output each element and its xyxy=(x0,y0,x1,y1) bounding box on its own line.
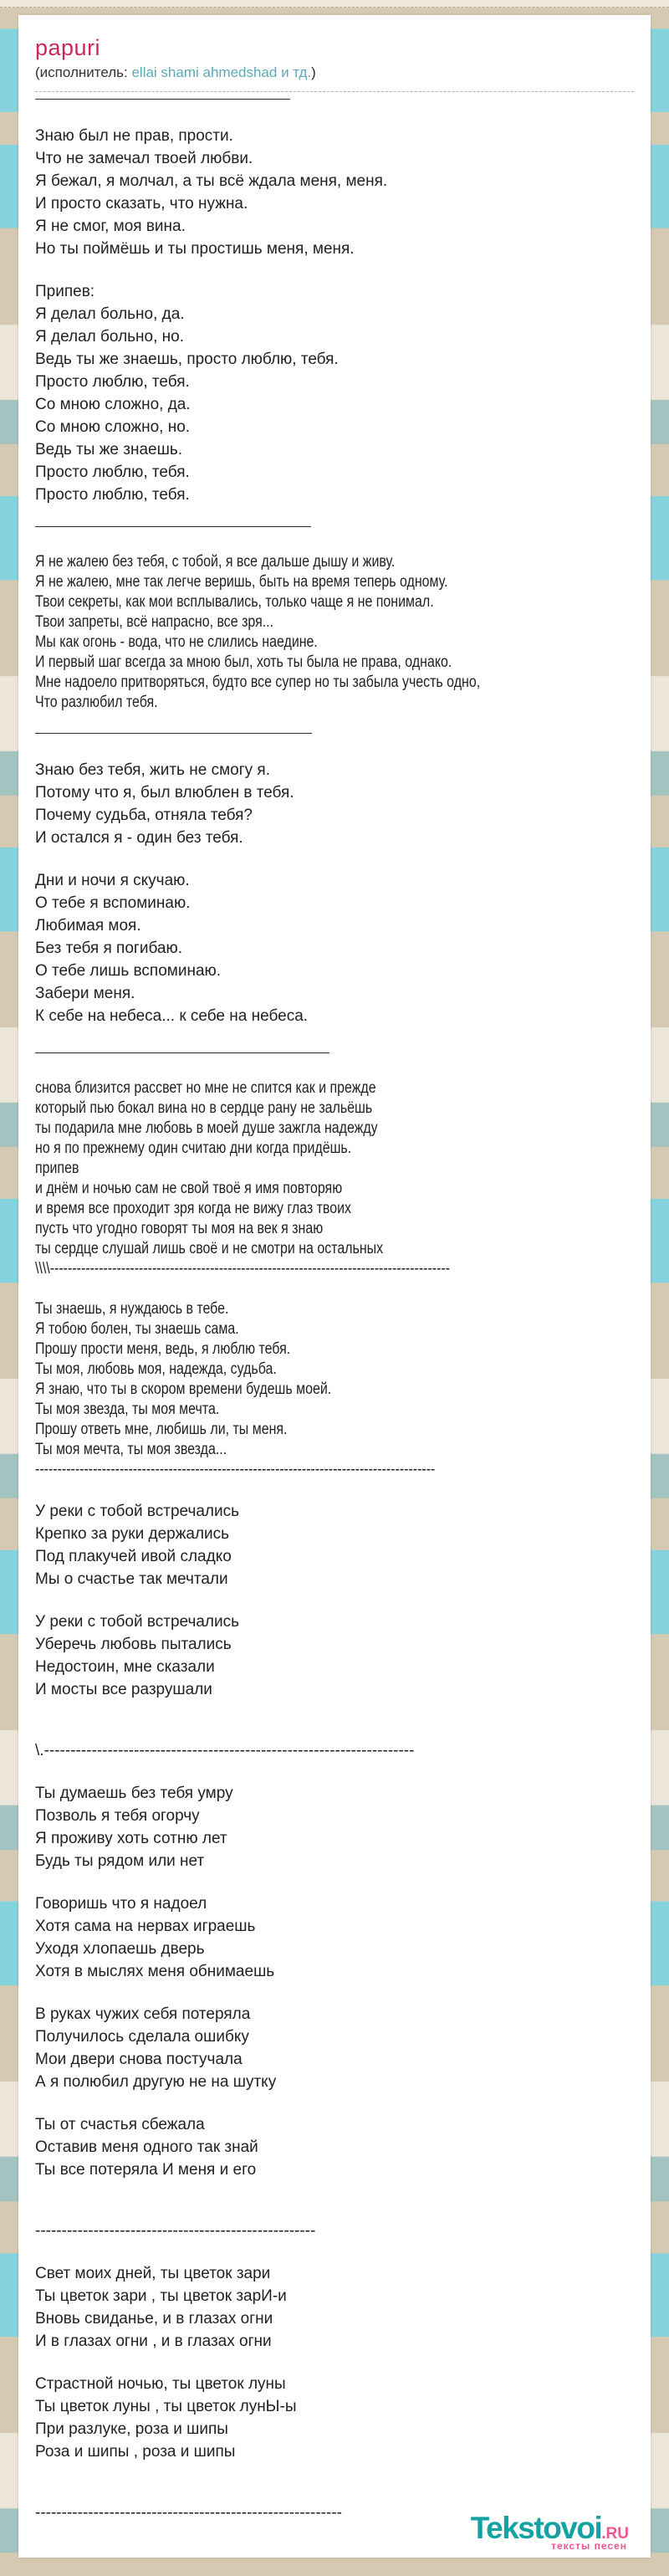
stanza-divider xyxy=(35,99,290,100)
lyric-line: ---------------------------------------------------------- xyxy=(35,2504,342,2522)
lyric-line: Ты цветок зари , ты цветок зарИ-и xyxy=(35,2287,287,2305)
lyric-line: и днём и ночью сам не свой твоё я имя повторяю xyxy=(35,1180,343,1197)
lyric-line: У реки с тобой встречались xyxy=(35,1613,240,1631)
lyric-line: Я делал больно, но. xyxy=(35,328,185,346)
lyric-line: \\\\------------------------------------------------------------------------------------------ xyxy=(35,1260,451,1278)
lyrics-stanza xyxy=(35,2262,634,2353)
lyric-line: Я не смог, моя вина. xyxy=(35,218,186,235)
page-top-border xyxy=(0,0,669,8)
lyric-line: Ты моя звезда, ты моя мечта. xyxy=(35,1401,220,1418)
lyric-line: Я делал больно, да. xyxy=(35,305,185,323)
lyric-line: В руках чужих себя потеряла xyxy=(35,2005,251,2023)
lyric-line: Просто люблю, тебя. xyxy=(35,486,190,504)
lyric-line: Хотя в мыслях меня обнимаешь xyxy=(35,1963,275,1980)
lyric-line: пусть что угодно говорят ты моя на век я знаю xyxy=(35,1220,324,1237)
lyric-line: Страстной ночью, ты цветок луны xyxy=(35,2375,286,2393)
lyrics-stanza xyxy=(35,2003,634,2093)
lyric-line: Знаю без тебя, жить не смогу я. xyxy=(35,761,270,779)
lyric-line: Что разлюбил тебя. xyxy=(35,694,158,711)
lyrics-stanza xyxy=(35,1892,634,1983)
artist-label-close: ) xyxy=(311,64,316,80)
lyric-line: Прошу прости меня, ведь, я люблю тебя. xyxy=(35,1340,291,1358)
lyric-line: Без тебя я погибаю. xyxy=(35,940,182,957)
lyric-line: Будь ты рядом или нет xyxy=(35,1852,205,1870)
lyrics-stanza xyxy=(35,759,634,849)
lyric-line: и время все проходит зря когда не вижу глаз твоих xyxy=(35,1200,351,1217)
lyric-line: ты сердце слушай лишь своё и не смотри на остальных xyxy=(35,1240,384,1257)
lyric-line: И в глазах огни , и в глазах огни xyxy=(35,2333,272,2350)
lyric-line: Прошу ответь мне, любишь ли, ты меня. xyxy=(35,1421,288,1438)
lyric-line: Что не замечал твоей любви. xyxy=(35,150,253,167)
lyric-line: Просто люблю, тебя. xyxy=(35,373,190,391)
lyric-line: припев xyxy=(35,1160,79,1177)
lyric-line: который пью бокал вина но в сердце рану не зальёшь xyxy=(35,1099,373,1117)
lyric-line: К себе на небеса... к себе на небеса. xyxy=(35,1007,309,1025)
lyric-line: Мои двери снова постучала xyxy=(35,2051,243,2068)
lyrics-stanza xyxy=(35,1500,634,1590)
lyric-line: Дни и ночи я скучаю. xyxy=(35,872,190,889)
lyric-line: Уходя хлопаешь дверь xyxy=(35,1940,205,1958)
lyric-line: А я полюбил другую не на шутку xyxy=(35,2073,277,2091)
lyric-line: И первый шаг всегда за мною был, хоть ты была не права, однако. xyxy=(35,653,452,671)
lyric-line: Твои запреты, всё напрасно, все зря... xyxy=(35,613,274,631)
lyric-line: Любимая моя. xyxy=(35,917,141,935)
tekstovoi-logo-wordmark: Tekstovoi xyxy=(470,2511,602,2545)
lyric-line: Припев: xyxy=(35,283,95,300)
lyric-line: \.---------------------------------------------------------------------- xyxy=(35,1742,415,1759)
artist-row xyxy=(35,64,634,92)
lyric-line: Ты моя мечта, ты моя звезда... xyxy=(35,1441,227,1458)
lyric-line: И мосты все разрушали xyxy=(35,1681,212,1698)
lyric-line: Ведь ты же знаешь. xyxy=(35,441,183,458)
lyric-line: Мы о счастье так мечтали xyxy=(35,1570,228,1588)
stanza-divider xyxy=(35,526,311,527)
stanza-divider xyxy=(35,1052,329,1053)
lyrics-stanza xyxy=(35,2373,634,2463)
lyric-line: Хотя сама на нервах играешь xyxy=(35,1918,256,1935)
lyric-line: Забери меня. xyxy=(35,985,135,1002)
song-title: papuri xyxy=(35,35,101,60)
lyric-line: но я по прежнему один считаю дни когда придёшь. xyxy=(35,1139,352,1157)
lyric-line: Со мною сложно, да. xyxy=(35,396,191,413)
tekstovoi-logo[interactable] xyxy=(471,2512,629,2551)
lyric-line: Но ты поймёшь и ты простишь меня, меня. xyxy=(35,240,355,258)
stanza-divider xyxy=(35,733,312,734)
tekstovoi-logo-tagline: тексты песен xyxy=(551,2540,627,2552)
lyric-line: Позволь я тебя огорчу xyxy=(35,1807,200,1825)
lyric-line: Знаю был не прав, прости. xyxy=(35,127,233,145)
lyric-line: Почему судьба, отняла тебя? xyxy=(35,807,253,824)
lyrics-text xyxy=(35,99,634,2524)
lyric-line: Под плакучей ивой сладко xyxy=(35,1548,232,1565)
lyric-line: Я не жалею, мне так легче веришь, быть на время теперь одному. xyxy=(35,573,448,591)
lyrics-stanza xyxy=(35,1078,634,1279)
lyric-line: Уберечь любовь пытались xyxy=(35,1636,232,1653)
lyric-line: Я тобою болен, ты знаешь сама. xyxy=(35,1320,239,1338)
lyric-line: При разлуке, роза и шипы xyxy=(35,2420,228,2438)
lyrics-stanza xyxy=(35,1299,634,1480)
lyric-line: Ты от счастья сбежала xyxy=(35,2116,205,2133)
lyric-line: Твои секреты, как мои всплывались, только чаще я не понимал. xyxy=(35,593,434,611)
lyrics-stanza xyxy=(35,1739,634,1762)
lyric-line: У реки с тобой встречались xyxy=(35,1503,240,1520)
lyric-line: Недостоин, мне сказали xyxy=(35,1658,215,1676)
lyric-line: Ведь ты же знаешь, просто люблю, тебя. xyxy=(35,351,339,368)
lyric-line: О тебе я вспоминаю. xyxy=(35,894,191,912)
lyrics-stanza xyxy=(35,1611,634,1701)
lyric-line: Роза и шипы , роза и шипы xyxy=(35,2443,236,2461)
lyric-line: Вновь свиданье, и в глазах огни xyxy=(35,2310,273,2328)
lyrics-card xyxy=(18,15,651,2558)
artist-link[interactable]: ellai shami ahmedshad и тд. xyxy=(131,64,312,80)
tekstovoi-logo-domain: .RU xyxy=(601,2525,629,2543)
lyrics-stanza xyxy=(35,869,634,1027)
lyric-line: Мы как огонь - вода, что не слились наедине. xyxy=(35,633,318,651)
lyric-line: Я бежал, я молчал, а ты всё ждала меня, меня. xyxy=(35,172,388,190)
lyric-line: Ты знаешь, я нуждаюсь в тебе. xyxy=(35,1300,229,1318)
lyric-line: Я не жалею без тебя, с тобой, я все дальше дышу и живу. xyxy=(35,553,396,571)
lyric-line: Ты все потеряла И меня и его xyxy=(35,2161,257,2179)
lyrics-stanza xyxy=(35,2113,634,2181)
lyric-line: ----------------------------------------------------- xyxy=(35,2222,316,2240)
lyric-line: Я проживу хоть сотню лет xyxy=(35,1830,227,1847)
lyric-line: снова близится рассвет но мне не спится как и прежде xyxy=(35,1079,376,1097)
lyrics-stanza xyxy=(35,552,634,713)
lyrics-stanza xyxy=(35,1782,634,1872)
lyrics-stanza xyxy=(35,280,634,506)
lyric-line: Получилось сделала ошибку xyxy=(35,2028,249,2046)
lyric-line: Ты думаешь без тебя умру xyxy=(35,1785,233,1802)
lyrics-stanza xyxy=(35,125,634,260)
lyric-line: Я знаю, что ты в скором времени будешь моей. xyxy=(35,1380,332,1398)
lyric-line: Ты цветок луны , ты цветок лунЫ-ы xyxy=(35,2398,297,2415)
lyric-line: ------------------------------------------------------------------------------------------ xyxy=(35,1461,436,1478)
lyric-line: ты подарила мне любовь в моей душе зажгла надежду xyxy=(35,1119,378,1137)
lyric-line: Говоришь что я надоел xyxy=(35,1895,207,1913)
lyric-line: О тебе лишь вспоминаю. xyxy=(35,962,222,980)
lyric-line: Ты моя, любовь моя, надежда, судьба. xyxy=(35,1360,277,1378)
lyric-line: Свет моих дней, ты цветок зари xyxy=(35,2265,271,2282)
lyric-line: Крепко за руки держались xyxy=(35,1525,230,1543)
lyric-line: Со мною сложно, но. xyxy=(35,418,191,436)
lyrics-stanza xyxy=(35,2220,634,2242)
lyric-line: Оставив меня одного так знай xyxy=(35,2138,258,2156)
lyric-line: И остался я - один без тебя. xyxy=(35,829,243,847)
lyric-line: Потому что я, был влюблен в тебя. xyxy=(35,784,294,801)
lyric-line: И просто сказать, что нужна. xyxy=(35,195,248,213)
lyric-line: Просто люблю, тебя. xyxy=(35,463,190,481)
artist-label: (исполнитель: xyxy=(35,64,128,80)
lyric-line: Мне надоело притворяться, будто все супер но ты забыла учесть одно, xyxy=(35,673,481,691)
